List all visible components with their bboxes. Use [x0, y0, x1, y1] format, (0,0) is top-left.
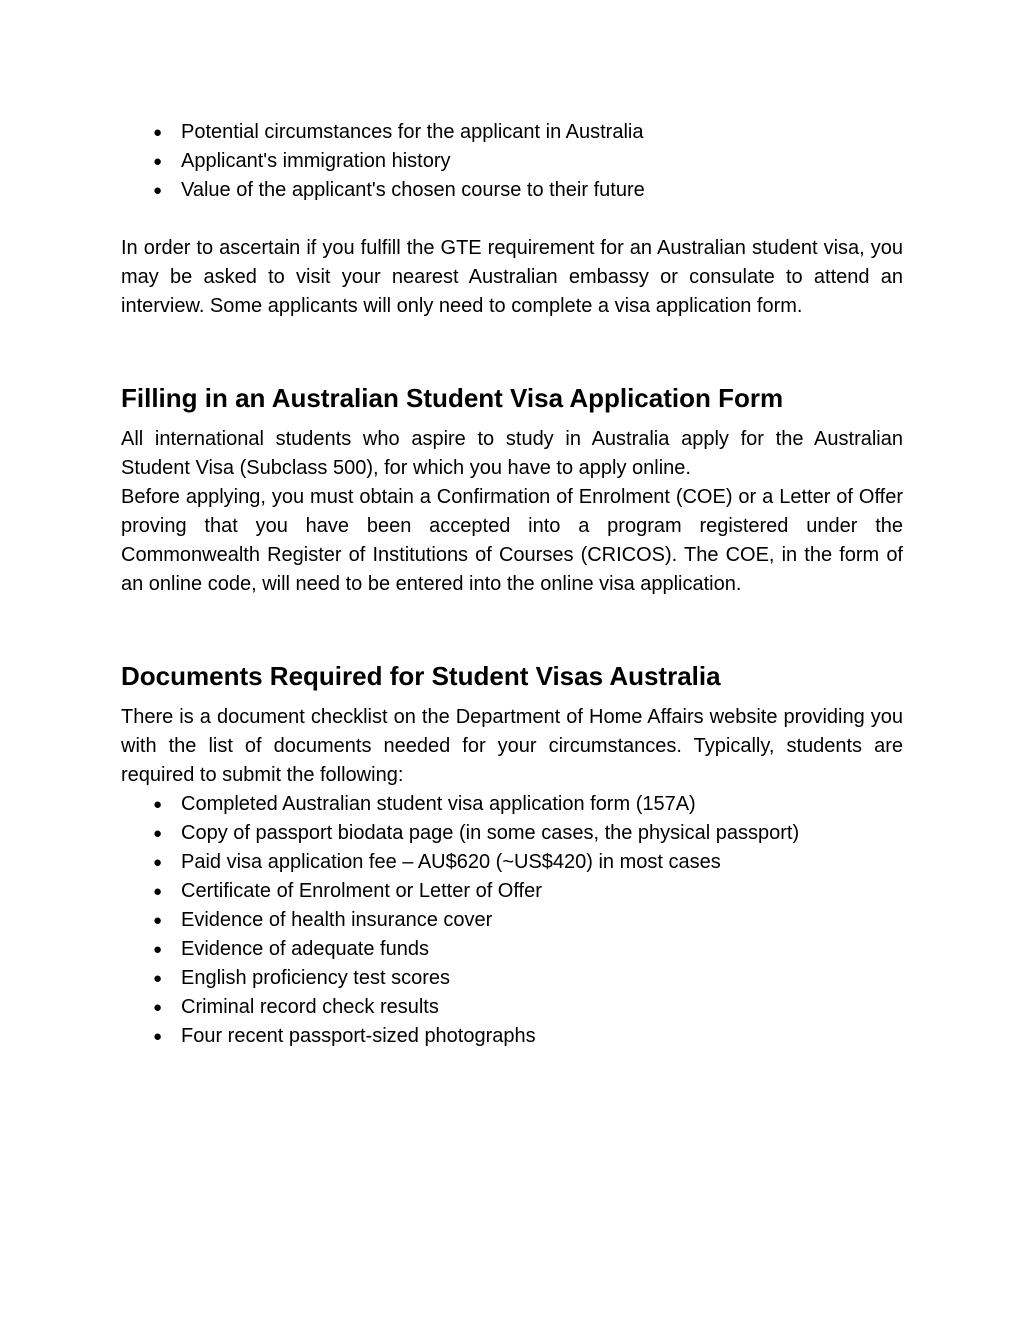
- list-item-text: Certificate of Enrolment or Letter of Offer: [181, 880, 542, 902]
- bullet-icon: ●: [153, 825, 163, 842]
- application-form-paragraph-1: All international students who aspire to study in Australia apply for the Australian Student Visa (Subclass 500), for which you have to apply online.: [121, 428, 903, 479]
- bullet-icon: ●: [153, 912, 163, 929]
- section-heading-application-form: Filling in an Australian Student Visa Application Form: [121, 383, 784, 413]
- list-item-text: Paid visa application fee – AU$620 (~US$420) in most cases: [181, 851, 721, 873]
- bullet-icon: ●: [153, 1028, 163, 1045]
- bullet-icon: ●: [153, 796, 163, 813]
- list-item-text: Evidence of health insurance cover: [181, 909, 493, 931]
- list-item-text: English proficiency test scores: [181, 967, 451, 989]
- list-item: [121, 819, 903, 848]
- bullet-icon: ●: [153, 883, 163, 900]
- list-item-text: Copy of passport biodata page (in some cases, the physical passport): [181, 822, 800, 844]
- list-item-text: Value of the applicant's chosen course to their future: [181, 179, 645, 201]
- section-heading-documents-required: Documents Required for Student Visas Australia: [121, 661, 721, 691]
- list-item: [121, 147, 903, 176]
- gte-paragraph: In order to ascertain if you fulfill the GTE requirement for an Australian student visa, you may be asked to visit your nearest Australian embassy or consulate to attend an interview. Some applicants will only need to complete a visa application form.: [121, 237, 903, 317]
- list-item: [121, 935, 903, 964]
- list-item-text: Criminal record check results: [181, 996, 439, 1018]
- list-item-text: Four recent passport-sized photographs: [181, 1025, 536, 1047]
- bullet-icon: ●: [153, 124, 163, 141]
- list-item: [121, 176, 903, 205]
- list-item-text: Applicant's immigration history: [181, 150, 451, 172]
- list-item: [121, 877, 903, 906]
- documents-paragraph: There is a document checklist on the Department of Home Affairs website providing you with the list of documents needed for your circumstances. Typically, students are required to submit the following:: [121, 706, 903, 786]
- list-item: [121, 1022, 903, 1051]
- list-item: [121, 906, 903, 935]
- bullet-icon: ●: [153, 153, 163, 170]
- list-item: [121, 790, 903, 819]
- bullet-icon: ●: [153, 999, 163, 1016]
- bullet-icon: ●: [153, 854, 163, 871]
- list-item-text: Evidence of adequate funds: [181, 938, 429, 960]
- bullet-icon: ●: [153, 941, 163, 958]
- list-item: [121, 993, 903, 1022]
- list-item-text: Completed Australian student visa application form (157A): [181, 793, 696, 815]
- list-item: [121, 848, 903, 877]
- document-content: [121, 118, 903, 1051]
- list-item: [121, 118, 903, 147]
- documents-bullet-list: [121, 790, 903, 1051]
- list-item-text: Potential circumstances for the applicant in Australia: [181, 121, 644, 143]
- list-item: [121, 964, 903, 993]
- bullet-icon: ●: [153, 182, 163, 199]
- bullet-icon: ●: [153, 970, 163, 987]
- application-form-paragraph-2: Before applying, you must obtain a Confirmation of Enrolment (COE) or a Letter of Offer proving that you have been accepted into a program registered under the Commonwealth Register of Institutions of Courses (CRICOS). The COE, in the form of an online code, will need to be entered into the online visa application.: [121, 486, 903, 595]
- intro-bullet-list: [121, 118, 903, 205]
